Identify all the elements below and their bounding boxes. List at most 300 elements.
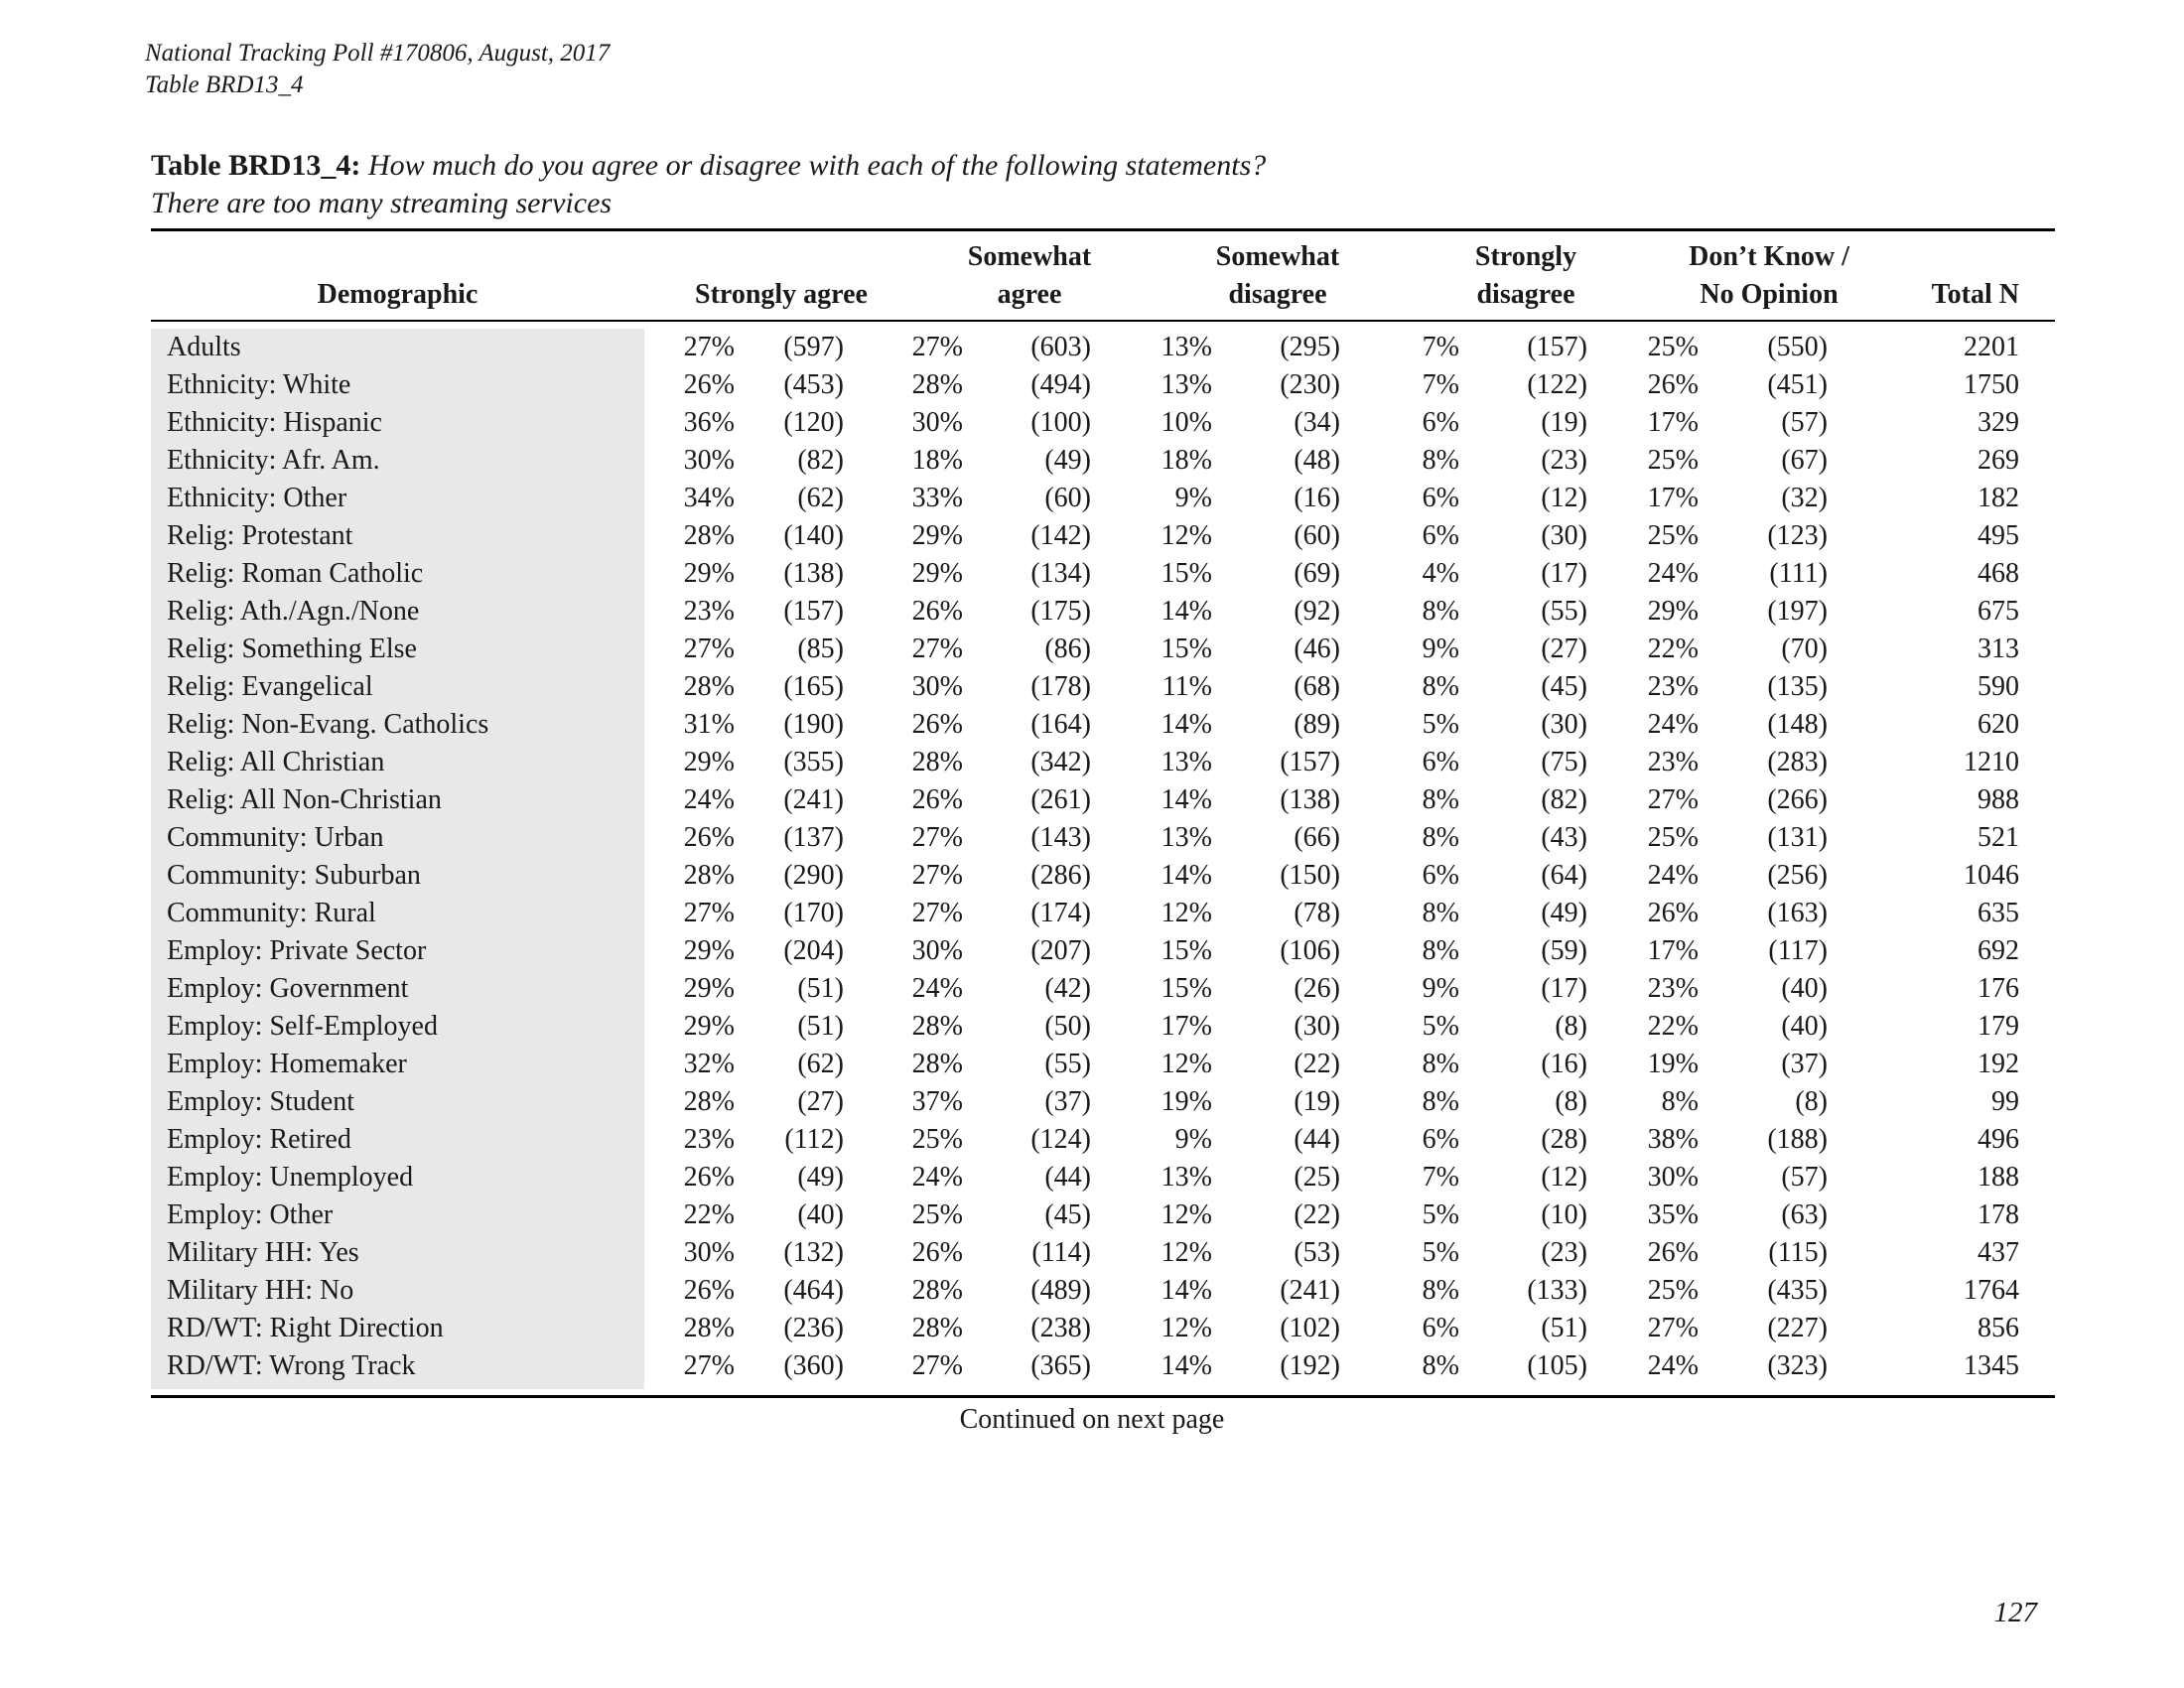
cell-percent: 28% bbox=[683, 671, 735, 702]
cell-count: (111) bbox=[1769, 558, 1828, 589]
cell-count: (22) bbox=[1294, 1199, 1340, 1230]
cell-count: (16) bbox=[1294, 483, 1340, 513]
cell-total-n: 269 bbox=[1978, 445, 2019, 476]
cell-percent: 29% bbox=[1647, 596, 1699, 627]
header-somewhat-agree: Somewhat agree bbox=[967, 241, 1092, 310]
cell-percent: 24% bbox=[683, 784, 735, 815]
cell-count: (150) bbox=[1280, 860, 1340, 891]
cell-percent: 6% bbox=[1422, 520, 1459, 551]
cell-count: (51) bbox=[1541, 1313, 1587, 1343]
cell-count: (62) bbox=[797, 1049, 844, 1079]
cell-percent: 6% bbox=[1422, 483, 1459, 513]
table-row bbox=[0, 1121, 2184, 1159]
cell-percent: 13% bbox=[1160, 369, 1212, 400]
cell-total-n: 1046 bbox=[1964, 860, 2019, 891]
cell-percent: 35% bbox=[1647, 1199, 1699, 1230]
cell-count: (261) bbox=[1030, 784, 1091, 815]
cell-count: (43) bbox=[1541, 822, 1587, 853]
cell-percent: 5% bbox=[1422, 1199, 1459, 1230]
cell-count: (283) bbox=[1767, 747, 1828, 777]
cell-count: (230) bbox=[1280, 369, 1340, 400]
page-number: 127 bbox=[1993, 1597, 2037, 1628]
cell-percent: 28% bbox=[911, 1049, 963, 1079]
cell-count: (342) bbox=[1030, 747, 1091, 777]
cell-percent: 36% bbox=[683, 407, 735, 438]
header-demographic: Demographic bbox=[317, 279, 478, 310]
cell-count: (37) bbox=[1781, 1049, 1828, 1079]
cell-count: (23) bbox=[1541, 1237, 1587, 1268]
cell-percent: 38% bbox=[1647, 1124, 1699, 1155]
cell-percent: 28% bbox=[911, 1011, 963, 1042]
cell-percent: 13% bbox=[1160, 822, 1212, 853]
cell-percent: 24% bbox=[911, 973, 963, 1004]
cell-count: (241) bbox=[783, 784, 844, 815]
cell-count: (112) bbox=[784, 1124, 844, 1155]
cell-count: (148) bbox=[1767, 709, 1828, 740]
cell-percent: 28% bbox=[683, 860, 735, 891]
cell-percent: 29% bbox=[683, 558, 735, 589]
cell-count: (142) bbox=[1030, 520, 1091, 551]
cell-count: (32) bbox=[1781, 483, 1828, 513]
cell-count: (135) bbox=[1767, 671, 1828, 702]
cell-percent: 17% bbox=[1647, 483, 1699, 513]
cell-percent: 13% bbox=[1160, 332, 1212, 362]
running-head bbox=[145, 38, 610, 101]
cell-percent: 10% bbox=[1160, 407, 1212, 438]
table-row bbox=[0, 517, 2184, 555]
cell-count: (8) bbox=[1555, 1011, 1587, 1042]
cell-count: (26) bbox=[1294, 973, 1340, 1004]
cell-percent: 12% bbox=[1160, 520, 1212, 551]
cell-percent: 5% bbox=[1422, 1237, 1459, 1268]
table-row bbox=[0, 1196, 2184, 1234]
cell-percent: 12% bbox=[1160, 1049, 1212, 1079]
cell-count: (63) bbox=[1781, 1199, 1828, 1230]
cell-percent: 8% bbox=[1661, 1086, 1699, 1117]
cell-percent: 33% bbox=[911, 483, 963, 513]
cell-percent: 15% bbox=[1160, 973, 1212, 1004]
cell-count: (132) bbox=[783, 1237, 844, 1268]
header-somewhat-disagree: Somewhat disagree bbox=[1215, 241, 1340, 310]
cell-count: (30) bbox=[1541, 709, 1587, 740]
cell-count: (178) bbox=[1030, 671, 1091, 702]
cell-percent: 34% bbox=[683, 483, 735, 513]
cell-percent: 12% bbox=[1160, 1237, 1212, 1268]
row-label: Relig: Protestant bbox=[167, 520, 353, 551]
cell-percent: 25% bbox=[1647, 520, 1699, 551]
cell-count: (75) bbox=[1541, 747, 1587, 777]
row-label: Relig: Ath./Agn./None bbox=[167, 596, 420, 627]
cell-percent: 27% bbox=[911, 332, 963, 362]
row-label: Employ: Retired bbox=[167, 1124, 351, 1155]
cell-count: (49) bbox=[797, 1162, 844, 1193]
cell-percent: 24% bbox=[1647, 709, 1699, 740]
cell-percent: 12% bbox=[1160, 1313, 1212, 1343]
cell-percent: 9% bbox=[1422, 633, 1459, 664]
cell-total-n: 99 bbox=[1991, 1086, 2019, 1117]
cell-percent: 28% bbox=[911, 747, 963, 777]
cell-count: (241) bbox=[1280, 1275, 1340, 1306]
cell-count: (174) bbox=[1030, 898, 1091, 928]
cell-count: (12) bbox=[1541, 1162, 1587, 1193]
cell-percent: 15% bbox=[1160, 633, 1212, 664]
cell-percent: 28% bbox=[683, 1086, 735, 1117]
cell-percent: 8% bbox=[1422, 1086, 1459, 1117]
cell-percent: 14% bbox=[1160, 1350, 1212, 1381]
cell-count: (86) bbox=[1044, 633, 1091, 664]
cell-count: (295) bbox=[1280, 332, 1340, 362]
cell-count: (45) bbox=[1044, 1199, 1091, 1230]
table-row bbox=[0, 857, 2184, 895]
cell-count: (37) bbox=[1044, 1086, 1091, 1117]
cell-count: (290) bbox=[783, 860, 844, 891]
cell-percent: 27% bbox=[683, 898, 735, 928]
table-row bbox=[0, 1234, 2184, 1272]
cell-count: (64) bbox=[1541, 860, 1587, 891]
cell-count: (451) bbox=[1767, 369, 1828, 400]
cell-percent: 27% bbox=[683, 332, 735, 362]
cell-count: (19) bbox=[1541, 407, 1587, 438]
cell-percent: 9% bbox=[1174, 1124, 1212, 1155]
table-row bbox=[0, 744, 2184, 781]
table-body bbox=[0, 329, 2184, 1385]
cell-percent: 23% bbox=[1647, 747, 1699, 777]
row-label: Community: Urban bbox=[167, 822, 384, 853]
row-label: Ethnicity: White bbox=[167, 369, 351, 400]
cell-percent: 27% bbox=[911, 822, 963, 853]
table-row bbox=[0, 404, 2184, 442]
cell-count: (78) bbox=[1294, 898, 1340, 928]
cell-percent: 28% bbox=[911, 1275, 963, 1306]
cell-count: (117) bbox=[1768, 935, 1828, 966]
cell-count: (114) bbox=[1031, 1237, 1091, 1268]
cell-count: (138) bbox=[1280, 784, 1340, 815]
cell-percent: 23% bbox=[1647, 973, 1699, 1004]
cell-percent: 8% bbox=[1422, 784, 1459, 815]
table-row bbox=[0, 781, 2184, 819]
table-row bbox=[0, 668, 2184, 706]
cell-percent: 25% bbox=[911, 1124, 963, 1155]
cell-percent: 18% bbox=[1160, 445, 1212, 476]
cell-percent: 27% bbox=[1647, 1313, 1699, 1343]
cell-percent: 7% bbox=[1422, 1162, 1459, 1193]
cell-percent: 29% bbox=[683, 747, 735, 777]
cell-count: (266) bbox=[1767, 784, 1828, 815]
row-label: Employ: Self-Employed bbox=[167, 1011, 438, 1042]
cell-total-n: 178 bbox=[1978, 1199, 2019, 1230]
header-rule bbox=[151, 320, 2055, 322]
cell-count: (137) bbox=[783, 822, 844, 853]
cell-count: (55) bbox=[1541, 596, 1587, 627]
cell-total-n: 856 bbox=[1978, 1313, 2019, 1343]
cell-total-n: 176 bbox=[1978, 973, 2019, 1004]
cell-percent: 13% bbox=[1160, 747, 1212, 777]
cell-total-n: 635 bbox=[1978, 898, 2019, 928]
cell-count: (28) bbox=[1541, 1124, 1587, 1155]
table-row bbox=[0, 1347, 2184, 1385]
cell-count: (102) bbox=[1280, 1313, 1340, 1343]
cell-count: (494) bbox=[1030, 369, 1091, 400]
cell-count: (23) bbox=[1541, 445, 1587, 476]
table-row bbox=[0, 329, 2184, 366]
cell-percent: 7% bbox=[1422, 369, 1459, 400]
cell-count: (89) bbox=[1294, 709, 1340, 740]
table-id: Table BRD13_4 bbox=[145, 71, 304, 98]
row-label: RD/WT: Wrong Track bbox=[167, 1350, 416, 1381]
cell-percent: 19% bbox=[1160, 1086, 1212, 1117]
cell-percent: 4% bbox=[1422, 558, 1459, 589]
cell-total-n: 179 bbox=[1978, 1011, 2019, 1042]
cell-total-n: 988 bbox=[1978, 784, 2019, 815]
cell-count: (603) bbox=[1030, 332, 1091, 362]
cell-percent: 15% bbox=[1160, 935, 1212, 966]
row-label: RD/WT: Right Direction bbox=[167, 1313, 444, 1343]
cell-total-n: 2201 bbox=[1964, 332, 2019, 362]
cell-count: (175) bbox=[1030, 596, 1091, 627]
cell-count: (105) bbox=[1527, 1350, 1587, 1381]
cell-count: (122) bbox=[1527, 369, 1587, 400]
cell-count: (17) bbox=[1541, 558, 1587, 589]
table-row bbox=[0, 932, 2184, 970]
cell-count: (17) bbox=[1541, 973, 1587, 1004]
cell-percent: 14% bbox=[1160, 1275, 1212, 1306]
table-top-rule bbox=[151, 228, 2055, 231]
cell-count: (360) bbox=[783, 1350, 844, 1381]
cell-count: (435) bbox=[1767, 1275, 1828, 1306]
row-label: Military HH: No bbox=[167, 1275, 354, 1306]
cell-percent: 23% bbox=[683, 1124, 735, 1155]
cell-percent: 19% bbox=[1647, 1049, 1699, 1079]
cell-total-n: 521 bbox=[1978, 822, 2019, 853]
cell-percent: 26% bbox=[911, 709, 963, 740]
cell-percent: 6% bbox=[1422, 1124, 1459, 1155]
row-label: Relig: Non-Evang. Catholics bbox=[167, 709, 489, 740]
cell-count: (16) bbox=[1541, 1049, 1587, 1079]
cell-percent: 25% bbox=[1647, 822, 1699, 853]
cell-total-n: 313 bbox=[1978, 633, 2019, 664]
row-label: Relig: Roman Catholic bbox=[167, 558, 424, 589]
cell-count: (106) bbox=[1280, 935, 1340, 966]
cell-total-n: 1764 bbox=[1964, 1275, 2019, 1306]
cell-count: (46) bbox=[1294, 633, 1340, 664]
row-label: Community: Suburban bbox=[167, 860, 421, 891]
cell-count: (69) bbox=[1294, 558, 1340, 589]
cell-count: (236) bbox=[783, 1313, 844, 1343]
cell-count: (123) bbox=[1767, 520, 1828, 551]
cell-percent: 26% bbox=[911, 1237, 963, 1268]
cell-percent: 8% bbox=[1422, 1275, 1459, 1306]
row-label: Community: Rural bbox=[167, 898, 376, 928]
row-label: Employ: Other bbox=[167, 1199, 334, 1230]
cell-count: (27) bbox=[797, 1086, 844, 1117]
header-strongly-agree: Strongly agree bbox=[695, 279, 868, 310]
cell-count: (115) bbox=[1768, 1237, 1828, 1268]
cell-percent: 8% bbox=[1422, 935, 1459, 966]
cell-count: (8) bbox=[1795, 1086, 1828, 1117]
cell-count: (44) bbox=[1294, 1124, 1340, 1155]
cell-percent: 28% bbox=[683, 1313, 735, 1343]
cell-count: (489) bbox=[1030, 1275, 1091, 1306]
cell-count: (140) bbox=[783, 520, 844, 551]
cell-count: (157) bbox=[783, 596, 844, 627]
row-label: Ethnicity: Hispanic bbox=[167, 407, 382, 438]
cell-percent: 25% bbox=[1647, 1275, 1699, 1306]
cell-percent: 29% bbox=[683, 1011, 735, 1042]
cell-percent: 26% bbox=[683, 369, 735, 400]
cell-percent: 18% bbox=[911, 445, 963, 476]
cell-total-n: 620 bbox=[1978, 709, 2019, 740]
table-row bbox=[0, 1159, 2184, 1196]
row-label: Adults bbox=[167, 332, 241, 362]
cell-count: (165) bbox=[783, 671, 844, 702]
cell-percent: 22% bbox=[1647, 633, 1699, 664]
cell-count: (120) bbox=[783, 407, 844, 438]
cell-percent: 26% bbox=[683, 1162, 735, 1193]
cell-total-n: 496 bbox=[1978, 1124, 2019, 1155]
cell-percent: 27% bbox=[911, 860, 963, 891]
cell-count: (8) bbox=[1555, 1086, 1587, 1117]
table-row bbox=[0, 442, 2184, 480]
cell-percent: 32% bbox=[683, 1049, 735, 1079]
row-label: Employ: Private Sector bbox=[167, 935, 427, 966]
cell-percent: 27% bbox=[911, 633, 963, 664]
cell-count: (365) bbox=[1030, 1350, 1091, 1381]
cell-count: (51) bbox=[797, 1011, 844, 1042]
cell-count: (190) bbox=[783, 709, 844, 740]
cell-count: (45) bbox=[1541, 671, 1587, 702]
row-label: Employ: Unemployed bbox=[167, 1162, 414, 1193]
cell-percent: 26% bbox=[911, 596, 963, 627]
header-total-n: Total N bbox=[1931, 279, 2019, 310]
cell-total-n: 1750 bbox=[1964, 369, 2019, 400]
cell-percent: 28% bbox=[911, 369, 963, 400]
cell-count: (22) bbox=[1294, 1049, 1340, 1079]
caption-question: How much do you agree or disagree with each of the following statements? bbox=[367, 149, 1267, 182]
cell-count: (188) bbox=[1767, 1124, 1828, 1155]
cell-percent: 8% bbox=[1422, 898, 1459, 928]
cell-count: (157) bbox=[1527, 332, 1587, 362]
cell-percent: 25% bbox=[911, 1199, 963, 1230]
cell-percent: 28% bbox=[911, 1313, 963, 1343]
table-row bbox=[0, 895, 2184, 932]
cell-percent: 15% bbox=[1160, 558, 1212, 589]
cell-count: (25) bbox=[1294, 1162, 1340, 1193]
cell-count: (55) bbox=[1044, 1049, 1091, 1079]
cell-percent: 29% bbox=[911, 520, 963, 551]
cell-total-n: 192 bbox=[1978, 1049, 2019, 1079]
cell-count: (68) bbox=[1294, 671, 1340, 702]
cell-percent: 30% bbox=[911, 671, 963, 702]
cell-percent: 24% bbox=[1647, 1350, 1699, 1381]
table-row bbox=[0, 1046, 2184, 1083]
cell-percent: 30% bbox=[683, 445, 735, 476]
cell-percent: 30% bbox=[911, 407, 963, 438]
caption-label: Table BRD13_4: bbox=[151, 149, 361, 182]
cell-percent: 29% bbox=[911, 558, 963, 589]
cell-count: (82) bbox=[1541, 784, 1587, 815]
row-label: Relig: All Christian bbox=[167, 747, 385, 777]
cell-total-n: 1345 bbox=[1964, 1350, 2019, 1381]
cell-count: (48) bbox=[1294, 445, 1340, 476]
cell-count: (40) bbox=[1781, 1011, 1828, 1042]
cell-count: (92) bbox=[1294, 596, 1340, 627]
cell-count: (40) bbox=[1781, 973, 1828, 1004]
cell-count: (550) bbox=[1767, 332, 1828, 362]
table-row bbox=[0, 480, 2184, 517]
cell-count: (44) bbox=[1044, 1162, 1091, 1193]
cell-percent: 26% bbox=[1647, 369, 1699, 400]
cell-percent: 14% bbox=[1160, 596, 1212, 627]
cell-count: (57) bbox=[1781, 1162, 1828, 1193]
cell-count: (124) bbox=[1030, 1124, 1091, 1155]
cell-count: (53) bbox=[1294, 1237, 1340, 1268]
cell-percent: 27% bbox=[683, 633, 735, 664]
cell-total-n: 590 bbox=[1978, 671, 2019, 702]
row-label: Relig: Something Else bbox=[167, 633, 417, 664]
cell-count: (60) bbox=[1294, 520, 1340, 551]
header-strongly-disagree: Strongly disagree bbox=[1474, 241, 1577, 310]
cell-count: (143) bbox=[1030, 822, 1091, 853]
cell-percent: 12% bbox=[1160, 1199, 1212, 1230]
table-row bbox=[0, 970, 2184, 1008]
cell-percent: 24% bbox=[911, 1162, 963, 1193]
cell-percent: 14% bbox=[1160, 784, 1212, 815]
cell-count: (197) bbox=[1767, 596, 1828, 627]
caption-statement: There are too many streaming services bbox=[151, 187, 613, 219]
cell-total-n: 468 bbox=[1978, 558, 2019, 589]
cell-count: (42) bbox=[1044, 973, 1091, 1004]
cell-total-n: 182 bbox=[1978, 483, 2019, 513]
cell-count: (204) bbox=[783, 935, 844, 966]
cell-percent: 11% bbox=[1161, 671, 1212, 702]
cell-count: (40) bbox=[797, 1199, 844, 1230]
table-row bbox=[0, 555, 2184, 593]
cell-percent: 6% bbox=[1422, 860, 1459, 891]
row-label: Military HH: Yes bbox=[167, 1237, 359, 1268]
cell-count: (100) bbox=[1030, 407, 1091, 438]
cell-percent: 7% bbox=[1422, 332, 1459, 362]
cell-percent: 37% bbox=[911, 1086, 963, 1117]
cell-percent: 27% bbox=[1647, 784, 1699, 815]
cell-total-n: 437 bbox=[1978, 1237, 2019, 1268]
cell-total-n: 675 bbox=[1978, 596, 2019, 627]
cell-count: (34) bbox=[1294, 407, 1340, 438]
cell-percent: 14% bbox=[1160, 860, 1212, 891]
cell-count: (49) bbox=[1541, 898, 1587, 928]
cell-percent: 22% bbox=[1647, 1011, 1699, 1042]
cell-count: (82) bbox=[797, 445, 844, 476]
cell-count: (453) bbox=[783, 369, 844, 400]
cell-percent: 6% bbox=[1422, 1313, 1459, 1343]
cell-percent: 25% bbox=[1647, 332, 1699, 362]
cell-percent: 26% bbox=[911, 784, 963, 815]
cell-percent: 25% bbox=[1647, 445, 1699, 476]
cell-total-n: 188 bbox=[1978, 1162, 2019, 1193]
table-row bbox=[0, 366, 2184, 404]
cell-percent: 5% bbox=[1422, 709, 1459, 740]
cell-percent: 24% bbox=[1647, 860, 1699, 891]
cell-percent: 6% bbox=[1422, 747, 1459, 777]
table-row bbox=[0, 593, 2184, 631]
cell-percent: 17% bbox=[1647, 407, 1699, 438]
cell-count: (59) bbox=[1541, 935, 1587, 966]
row-label: Ethnicity: Afr. Am. bbox=[167, 445, 380, 476]
cell-count: (597) bbox=[783, 332, 844, 362]
cell-count: (227) bbox=[1767, 1313, 1828, 1343]
cell-percent: 8% bbox=[1422, 596, 1459, 627]
cell-percent: 27% bbox=[911, 1350, 963, 1381]
cell-percent: 23% bbox=[1647, 671, 1699, 702]
